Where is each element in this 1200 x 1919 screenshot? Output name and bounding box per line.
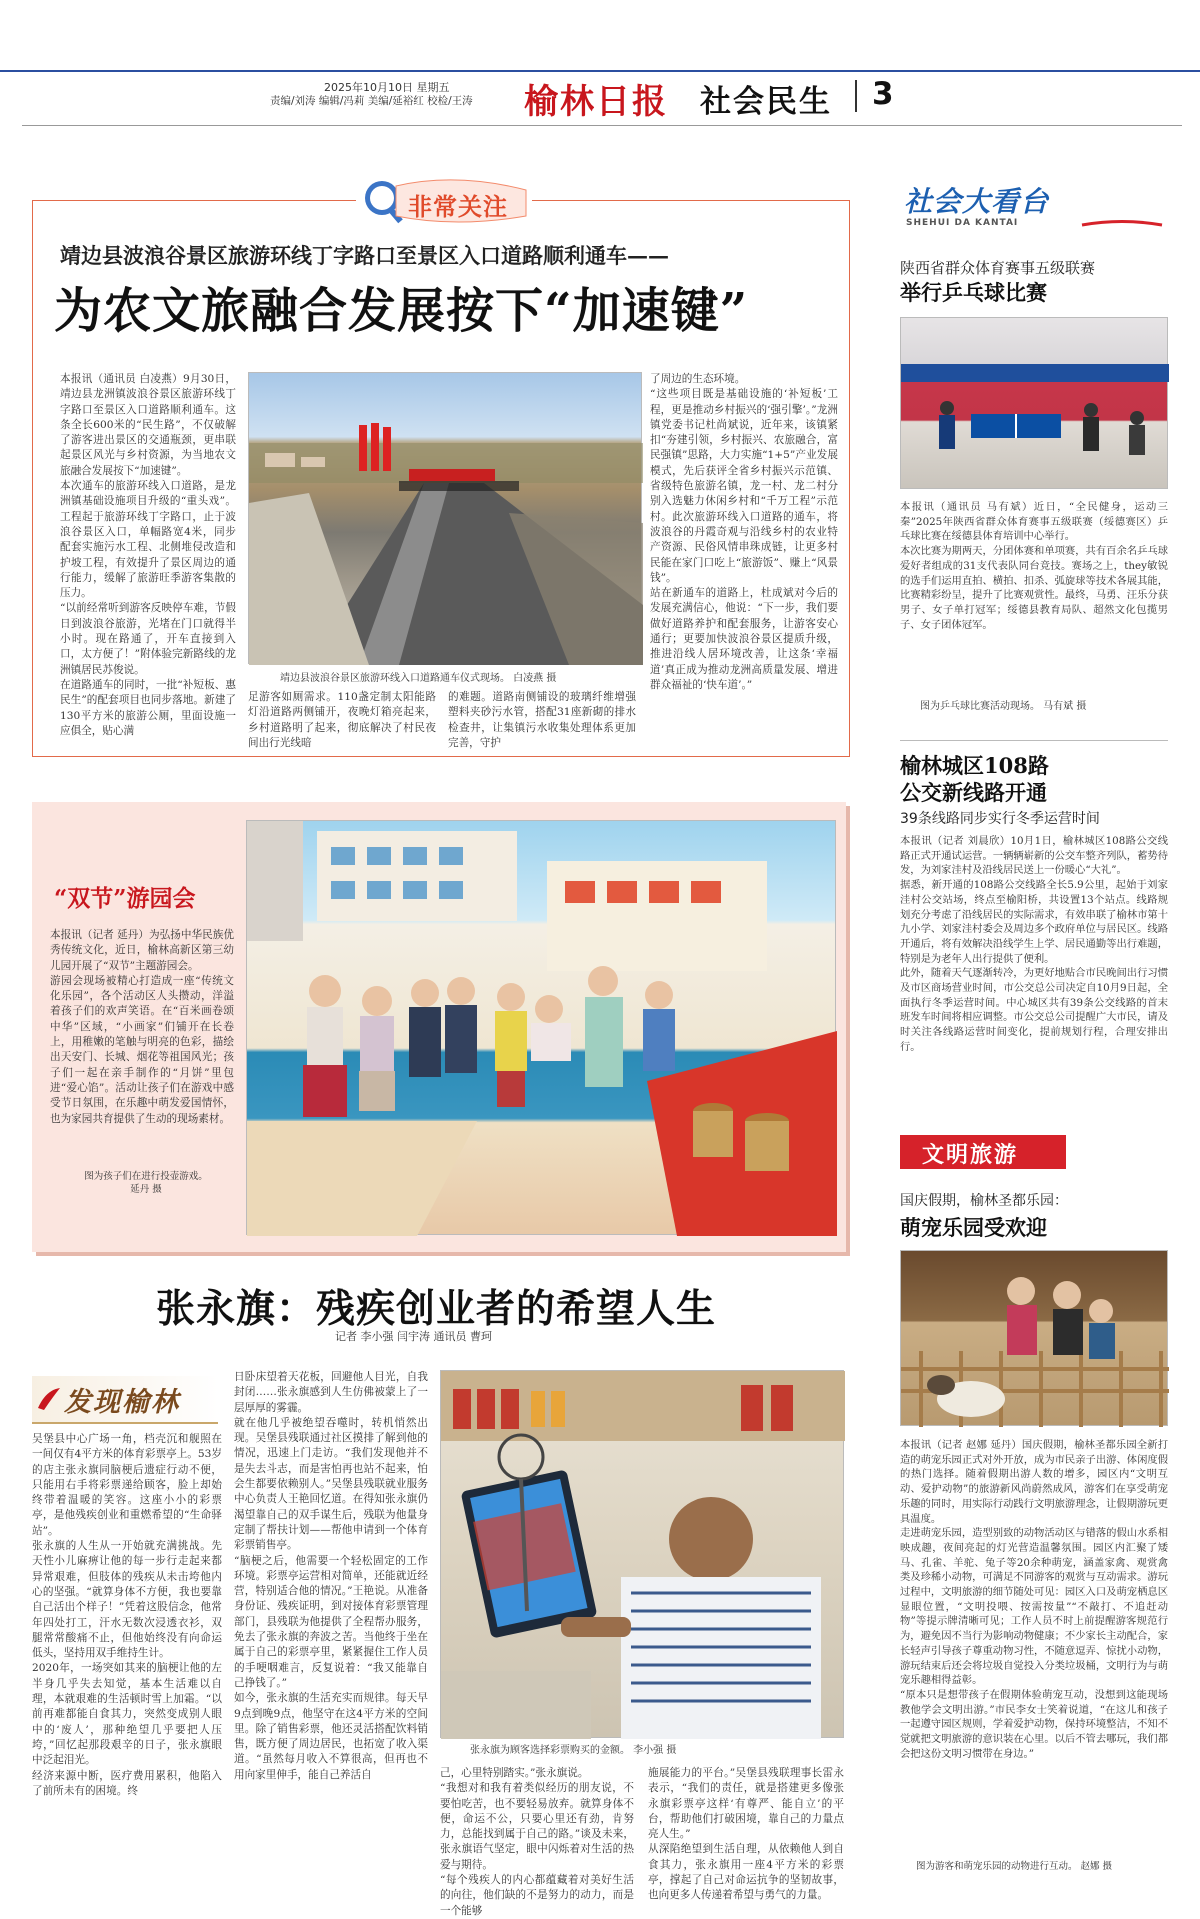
lead-badge — [356, 176, 532, 226]
header-editors: 责编/刘涛 编辑/冯莉 美编/延裕红 校检/王涛 — [270, 95, 473, 107]
feature-tag-label: 发现榆林 — [64, 1387, 180, 1418]
header-divider — [855, 80, 857, 112]
s2-body: 本报讯（记者 刘晨欣）10月1日，榆林城区108路公交线路正式开通试运营。一辆辆崭新的公交车整齐列队，蓄势待发，为刘家洼村及沿线居民送上一份暖心“大礼”。 据悉，新开通的108路公交线路全长5.9公里，起始于刘家洼村公交站场，终点至榆阳桥，共设置13个站点。线路规划充分考虑了沿线居民的实际需求，有效串联了榆林市第十九小学、刘家洼村委会及周边多个政府单位与居民区。线路开通后，将有效解决沿线学生上学、居民通勤等出行难题，特别是为老年人出行提供了便利。 此外，随着天气逐渐转冷，为更好地贴合市民晚间出行习惯及市区商场营业时间，市公交总公司决定自10月9日起，全面执行冬季运营时间。中心城区共有39条公交线路的首末班发车时间将相应调整。市公交总公司提醒广大市民，请及时关注各线路运营时间变化，提前规划行程，合理安排出行。 — [900, 835, 1168, 1053]
brand-underline-icon — [1082, 220, 1162, 230]
s1-caption: 图为乒乓球比赛活动现场。 马有斌 摄 — [920, 701, 1087, 712]
lead-col-1: 本报讯（通讯员 白凌燕）9月30日，靖边县龙洲镇波浪谷景区旅游环线丁字路口至景区入口道路顺利通车。这条全长600米的“民生路”，不仅破解了游客进出景区的交通瓶颈，更串联起景区风光与乡村资源，为当地农文旅融合发展按下“加速键”。 本次通车的旅游环线入口道路，是龙洲镇基础设施项目升级的“重头戏”。工程起于旅游环线丁字路口，止于波浪谷景区入口，单幅路宽4米，同步配套实施污水工程、北侧堆侵改造和护坡工程，有效提升了景区周边的通行能力，缓解了旅游旺季游客集散的压力。 “以前经常听到游客反映停车难，节假日到波浪谷旅游，光堵在门口就得半小时。现在路通了，开车直接到入口，太方便了！”附体验完新路线的龙洲镇居民苏俊说。 在道路通车的同时，一批“补短板、惠民生”的配套项目也同步落地。新建了130平方米的旅游公厕，里面设施一应俱全，贴心满 — [60, 373, 236, 737]
s3-kicker: 国庆假期，榆林圣都乐园： — [900, 1193, 1068, 1209]
s3-tag-label: 文明旅游 — [922, 1143, 1019, 1168]
lead-headline: 为农文旅融合发展按下“加速键” — [54, 283, 749, 339]
lead-col-2: 足游客如厕需求。110盏定制太阳能路灯沿道路两侧铺开，夜晚灯箱亮起来，乡村道路明了起来，彻底解决了村民夜间出行光线暗 — [248, 691, 436, 749]
s3-tag — [900, 1135, 1066, 1169]
s3-photo — [900, 1250, 1168, 1426]
top-rule — [0, 70, 1200, 72]
feature-byline: 记者 李小强 闫宇涛 通讯员 曹珂 — [335, 1330, 492, 1343]
sidebar-rule-1 — [900, 740, 1168, 741]
feature-col-1: 吴堡县中心广场一角，档壳沉和舰照在一间仅有4平方米的体育彩票亭上。53岁的店主张永旗同脑梗后遗症行动不便，只能用右手将彩票递给顾客，脸上却始终带着温暖的笑容。这座小小的彩票亭，是他残疾创业和重燃希望的“生命驿站”。 张永旗的人生从一开始就充满挑战。先天性小儿麻痹让他的每一步行走起来都异常艰难，但肢体的残疾从未击垮他内心的坚强。“就算身体不方便，我也要靠自己活出个样子！”凭着这股信念，他常年四处打工，汗水无数次浸透衣衫，双腿常常酸痛不止，但他始终没有向命运低头，坚持用双手维持生计。 2020年，一场突如其来的脑梗让他的左半身几乎失去知觉，基本生活难以自理，本就艰难的生活顿时雪上加霜。“以前再难都能自食其力，突然变成别人眼中的‘废人’，那种绝望几乎要把人压垮，”回忆起那段艰辛的日子，张永旗眼中泛起泪光。 经济来源中断，医疗费用累积，他陷入了前所未有的困境。终 — [32, 1433, 222, 1797]
s1-kicker: 陕西省群众体育赛事五级联赛 — [900, 259, 1096, 277]
feature-headline: 张永旗：残疾创业者的希望人生 — [156, 1286, 717, 1332]
header-bottom-rule — [22, 125, 1182, 126]
feature-col-4: 施展能力的平台。”吴堡县残联理事长雷永表示，“我们的责任，就是搭建更多像张永旗彩票亭这样‘有尊严、能自立’的平台，帮助他们打破困境，靠自己的力量点亮人生。” 从深陷绝望到生活自理，从依赖他人到自食其力，张永旗用一座4平方米的彩票亭，撑起了自己对命运抗争的坚韧故事，也向更多人传递着希望与勇气的力量。 — [648, 1767, 844, 1902]
sidebar-brand-title: 社会大看台 — [904, 185, 1050, 218]
sidebar-brand-pinyin: SHEHUI DA KANTAI — [906, 218, 1019, 228]
s2-title: 榆林城区108路 公交新线路开通 — [900, 753, 1049, 805]
lead-photo-caption: 靖边县波浪谷景区旅游环线入口道路通车仪式现场。 白凌燕 摄 — [280, 673, 557, 684]
festival-title: “双节”游园会 — [54, 885, 196, 912]
s3-caption: 图为游客和萌宠乐园的动物进行互动。 赵娜 摄 — [916, 1861, 1113, 1872]
s2-subtitle: 39条线路同步实行冬季运营时间 — [900, 811, 1100, 827]
sidebar-brand — [902, 180, 1172, 234]
lead-badge-label: 非常关注 — [408, 193, 508, 221]
header-date: 2025年10月10日 星期五 — [324, 81, 450, 94]
feature-col-2: 日卧床望着天花板，回避他人目光，自我封闭……张永旗感到人生仿佛被蒙上了一层厚厚的雾霾。 就在他几乎被绝望吞噬时，转机悄然出现。吴堡县残联通过社区摸排了解到他的情况，迅速上门走访。“我们发现他并不是失去斗志，而是害怕再也站不起来，怕会生都要依赖别人。”吴堡县残联就业服务中心负责人王艳回忆道。在得知张永旗仍渴望靠自己的双手谋生后，残联为他量身定制了帮扶计划——帮他申请到一个体育彩票销售亭。 “脑梗之后，他需要一个轻松固定的工作环境。彩票亭运营相对简单，还能就近经营，特别适合他的情况。”王艳说。从准备身份证、残疾证明，到对接体育彩票管理部门，县残联为他提供了全程帮办服务，免去了张永旗的奔波之苦。当他终于坐在属于自己的彩票亭里，紧紧握住工作人员的手哽咽难言，反复说着：“我又能靠自己挣钱了。” 如今，张永旗的生活充实而规律。每天早9点到晚9点，他坚守在这4平方米的空间里。除了销售彩票，他还灵活搭配饮料销售，既方便了周边居民，也拓宽了收入渠道。“虽然每月收入不算很高，但再也不用向家里伸手，能自己养活自 — [234, 1371, 428, 1781]
feature-photo-caption: 张永旗为顾客选择彩票购买的金额。 李小强 摄 — [470, 1745, 677, 1756]
lead-photo — [248, 372, 642, 664]
festival-caption: 图为孩子们在进行投壶游戏。 延丹 摄 — [84, 1171, 208, 1195]
feature-tag — [32, 1376, 218, 1424]
section-name: 社会民生 — [700, 84, 832, 120]
s1-body: 本报讯（通讯员 马有斌）近日，“全民健身，运动三秦”2025年陕西省群众体育赛事五级联赛（绥德赛区）乒乓球比赛在绥德县体育培训中心举行。 本次比赛为期两天，分团体赛和单项赛，共有百余名乒乓球爱好者组成的31支代表队同台竞技。赛场之上，they敏锐的选手们运用直拍、横拍、扣杀、弧旋球等技术各展其能，比赛精彩纷呈，提升了比赛观赏性。最终，马勇、汪乐分获男子、女子单打冠军；绥德县教育局队、超然文化包揽男子、女子团体冠军。 — [900, 501, 1168, 631]
page-number: 3 — [872, 76, 894, 112]
feature-photo — [440, 1370, 844, 1738]
festival-photo — [246, 820, 836, 1235]
lead-col-4: 了周边的生态环境。 “这些项目既是基础设施的‘补短板’工程，更是推动乡村振兴的‘强引擎’。”龙洲镇党委书记杜尚斌说，近年来，该镇紧扣“夯建引领，乡村振兴、农旅融合，富民强镇”思路，大力实施“1+5”产业发展模式，先后获评全省乡村振兴示范镇、省级特色旅游名镇，龙一村、龙二村分别入选魅力休闲乡村和“千万工程”示范村。此次旅游环线入口道路的通车，将波浪谷的丹霞奇观与沿线乡村的农业特产资源、民俗风情串珠成链，让更多村民能在家门口吃上“旅游饭”、赚上“风景钱”。 站在新通车的道路上，杜成斌对今后的发展充满信心，他说：“下一步，我们要做好道路养护和配套服务，让游客安心通行；更要加快波浪谷景区提质升级，推进沿线人居环境改善，让这条‘幸福道’真正成为推动龙洲高质量发展、增进群众福祉的‘快车道’。” — [650, 373, 838, 691]
s3-title: 萌宠乐园受欢迎 — [900, 1215, 1047, 1240]
s1-photo — [900, 317, 1168, 489]
s1-title: 举行乒乓球比赛 — [900, 280, 1047, 305]
paper-name: 榆林日报 — [524, 82, 668, 122]
lead-kicker: 靖边县波浪谷景区旅游环线丁字路口至景区入口道路顺利通车—— — [60, 243, 669, 268]
s3-body: 本报讯（记者 赵娜 延丹）国庆假期，榆林圣都乐园全新打造的萌宠乐园正式对外开放，成为市民亲子出游、体闲度假的热门选择。随着假期出游人数的增多，园区内“文明互动、爱护动物”的旅游新风尚蔚然成风，游客们在享受萌宠乐趣的同时，用实际行动践行文明旅游理念，让假期游玩更具温度。 走进萌宠乐园，造型别致的动物活动区与错落的假山水系相映成趣，夜间亮起的灯光营造温馨氛围。园区内汇聚了矮马、孔雀、羊驼、兔子等20余种萌宠，涵盖家禽、观赏禽类及珍稀小动物，可满足不同游客的观赏与互动需求。游玩过程中，文明旅游的细节随处可见：园区入口及萌宠栖息区显眼位置，“文明投喂、按需按量”“不敲打、不追赶动物”等提示牌清晰可见；工作人员不时上前提醒游客规范行为，避免因不当行为影响动物健康；不少家长主动配合，家长轻声引导孩子尊重动物习性，不随意逗弄、惊扰小动物，游玩结束后还会将垃圾自觉投入分类垃圾桶，文明行为与萌宠乐趣相得益彰。 “原本只是想带孩子在假期体验萌宠互动，没想到这能现场教他学会文明出游。”市民李女士笑着说道，“在这儿和孩子一起遵守园区规则，学着爱护动物，保持环境整洁，不知不觉就把文明旅游的意识装在心里。以后不管去哪玩，我们都会把这份文明习惯带在身边。” — [900, 1439, 1168, 1760]
brush-ornament-icon — [36, 1386, 62, 1412]
festival-body: 本报讯（记者 延丹）为弘扬中华民族优秀传统文化，近日，榆林高新区第三幼儿园开展了“双节”主题游园会。 游园会现场被精心打造成一座“传统文化乐园”，各个活动区人头攒动，洋溢着孩子们的欢声笑语。在“百米画卷颂中华”区域，“小画家”们铺开在长卷上，用稚嫩的笔触与明亮的色彩，描绘出天安门、长城、烟花等祖国风光；孩子们一起在亲手制作的“月饼”里包进“爱心馅”。活动让孩子们在游戏中感受节日氛围，在乐趣中萌发爱国情怀，也为家园共育提供了生动的现场素材。 — [50, 929, 234, 1125]
lead-col-3: 的难题。道路南侧铺设的玻璃纤维增强塑料夹砂污水管，搭配31座新砌的排水检查井，让集镇污水收集处理体系更加完善，守护 — [448, 691, 636, 749]
feature-col-3: 己，心里特别踏实。”张永旗说。 “我想对和我有着类似经历的朋友说，不要怕吃苦，也不要轻易放弃。就算身体不便，命运不公，只要心里还有劲，肯努力，总能找到属于自己的路。”谈及未来，张永旗语气坚定，眼中闪烁着对生活的热爱与期待。 “每个残疾人的内心都蕴藏着对美好生活的向往，他们缺的不是努力的动力，而是一个能够 — [440, 1767, 634, 1917]
